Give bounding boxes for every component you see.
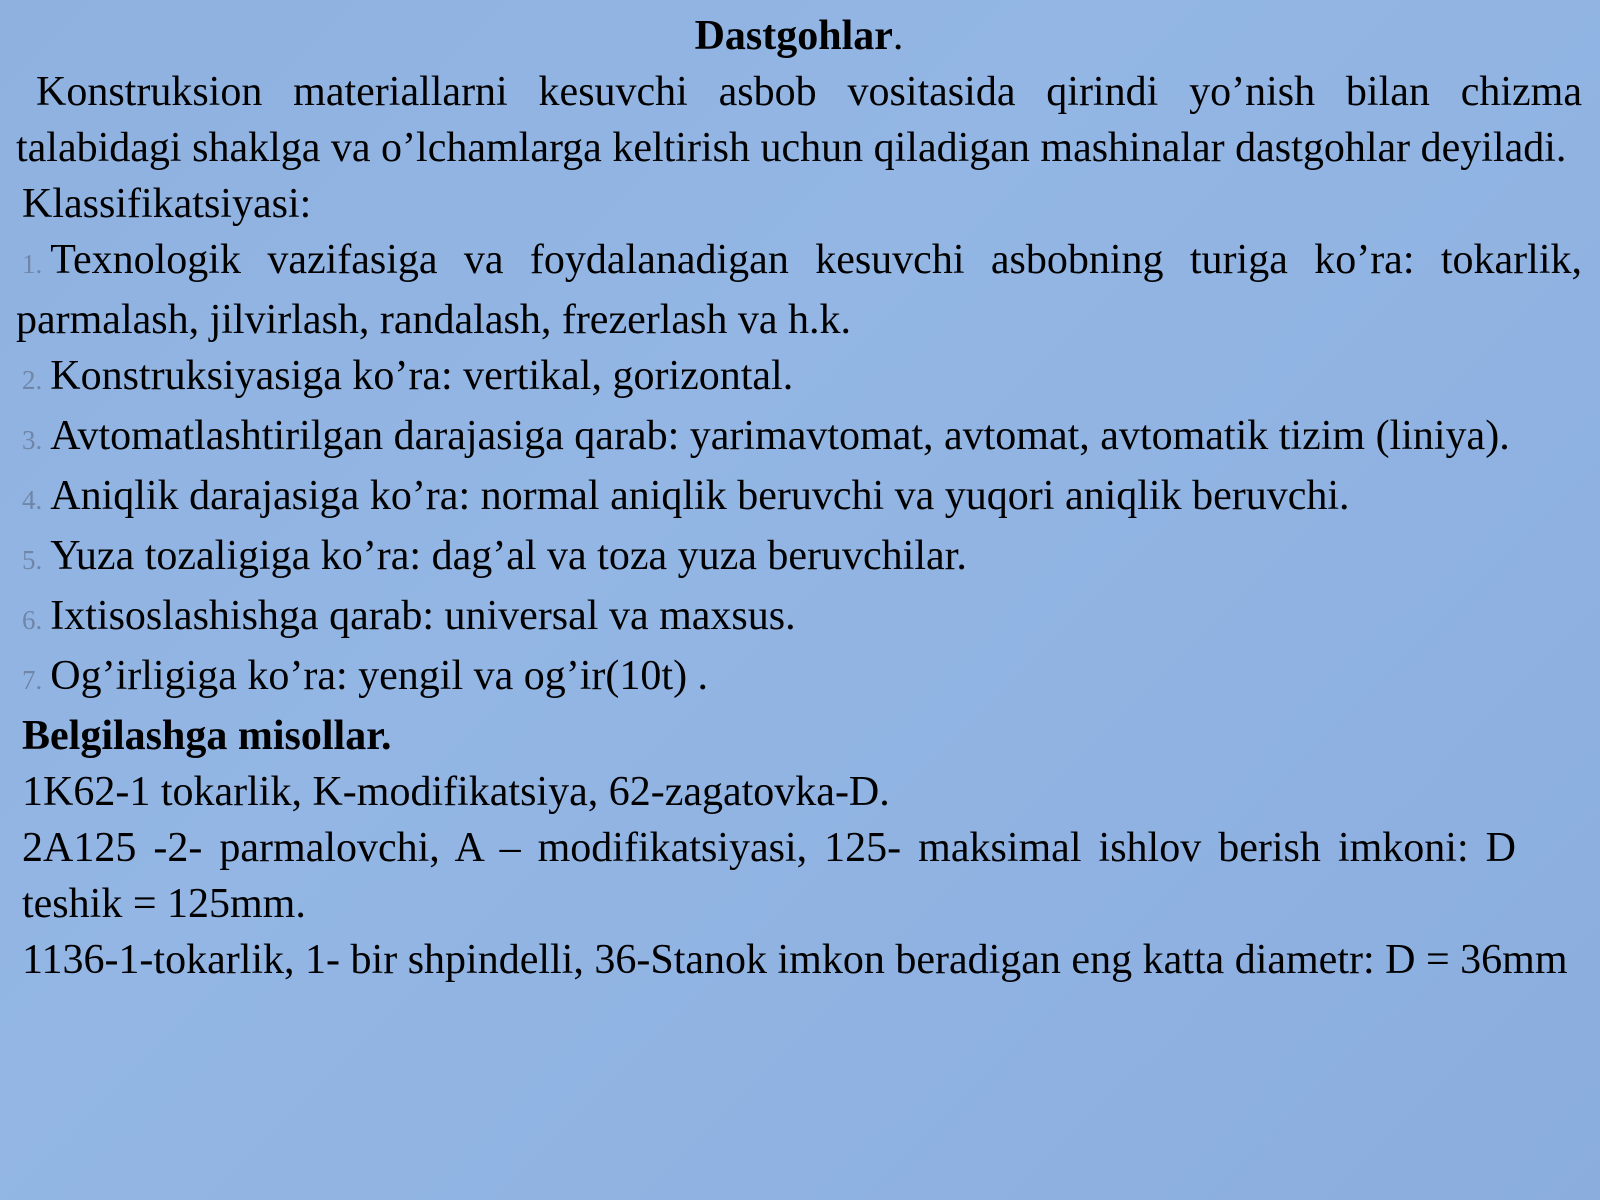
list-item-number: 1. [22, 249, 43, 279]
examples-heading: Belgilashga misollar. [22, 713, 392, 759]
list-item [16, 468, 1582, 528]
list-item-number: 6. [22, 605, 43, 635]
list-item-text: Ixtisoslashishga qarab: universal va maxsus. [50, 593, 796, 639]
intro-paragraph: Konstruksion materiallarni kesuvchi asbob vositasida qirindi yo’nish bilan chizma talabidagi shaklga va o’lchamlarga keltirish uchun qiladigan mashinalar dastgohlar deyiladi. [16, 69, 1582, 171]
classification-heading: Klassifikatsiyasi: [22, 181, 312, 227]
example-line: 1136-1-tokarlik, 1- bir shpindelli, 36-Stanok imkon beradigan eng katta diametr: D = 36mm [22, 937, 1568, 983]
slide-title [16, 8, 1582, 64]
list-item-number: 5. [22, 545, 43, 575]
list-item-text: Og’irligiga ko’ra: yengil va og’ir(10t) . [50, 653, 709, 699]
list-item-number: 7. [22, 665, 43, 695]
list-item-text: Avtomatlashtirilgan darajasiga qarab: yarimavtomat, avtomat, avtomatik tizim (liniya). [50, 413, 1510, 459]
list-item [16, 588, 1582, 648]
list-item-number: 4. [22, 485, 43, 515]
list-item [16, 232, 1582, 348]
list-item-text: Texnologik vazifasiga va foydalanadigan kesuvchi asbobning turiga ko’ra: tokarlik, parmalash, jilvirlash, randalash, frezerlash va h.k. [16, 237, 1582, 343]
list-item-number: 3. [22, 425, 43, 455]
list-item [16, 528, 1582, 588]
list-item-text: Aniqlik darajasiga ko’ra: normal aniqlik beruvchi va yuqori aniqlik beruvchi. [50, 473, 1350, 519]
slide-content [16, 8, 1582, 988]
list-item-text: Konstruksiyasiga ko’ra: vertikal, gorizontal. [50, 353, 794, 399]
list-item-number: 2. [22, 365, 43, 395]
example-line: 1K62-1 tokarlik, K-modifikatsiya, 62-zagatovka-D. [22, 769, 890, 815]
list-item-text: Yuza tozaligiga ko’ra: dag’al va toza yuza beruvchilar. [50, 533, 967, 579]
title-dot: . [892, 13, 904, 59]
list-item [16, 408, 1582, 468]
list-item [16, 648, 1582, 708]
example-line: 2A125 -2- parmalovchi, A – modifikatsiyasi, 125- maksimal ishlov berish imkoni: D teshik = 125mm. [22, 825, 1516, 927]
list-item [16, 348, 1582, 408]
title-text: Dastgohlar [694, 13, 893, 59]
